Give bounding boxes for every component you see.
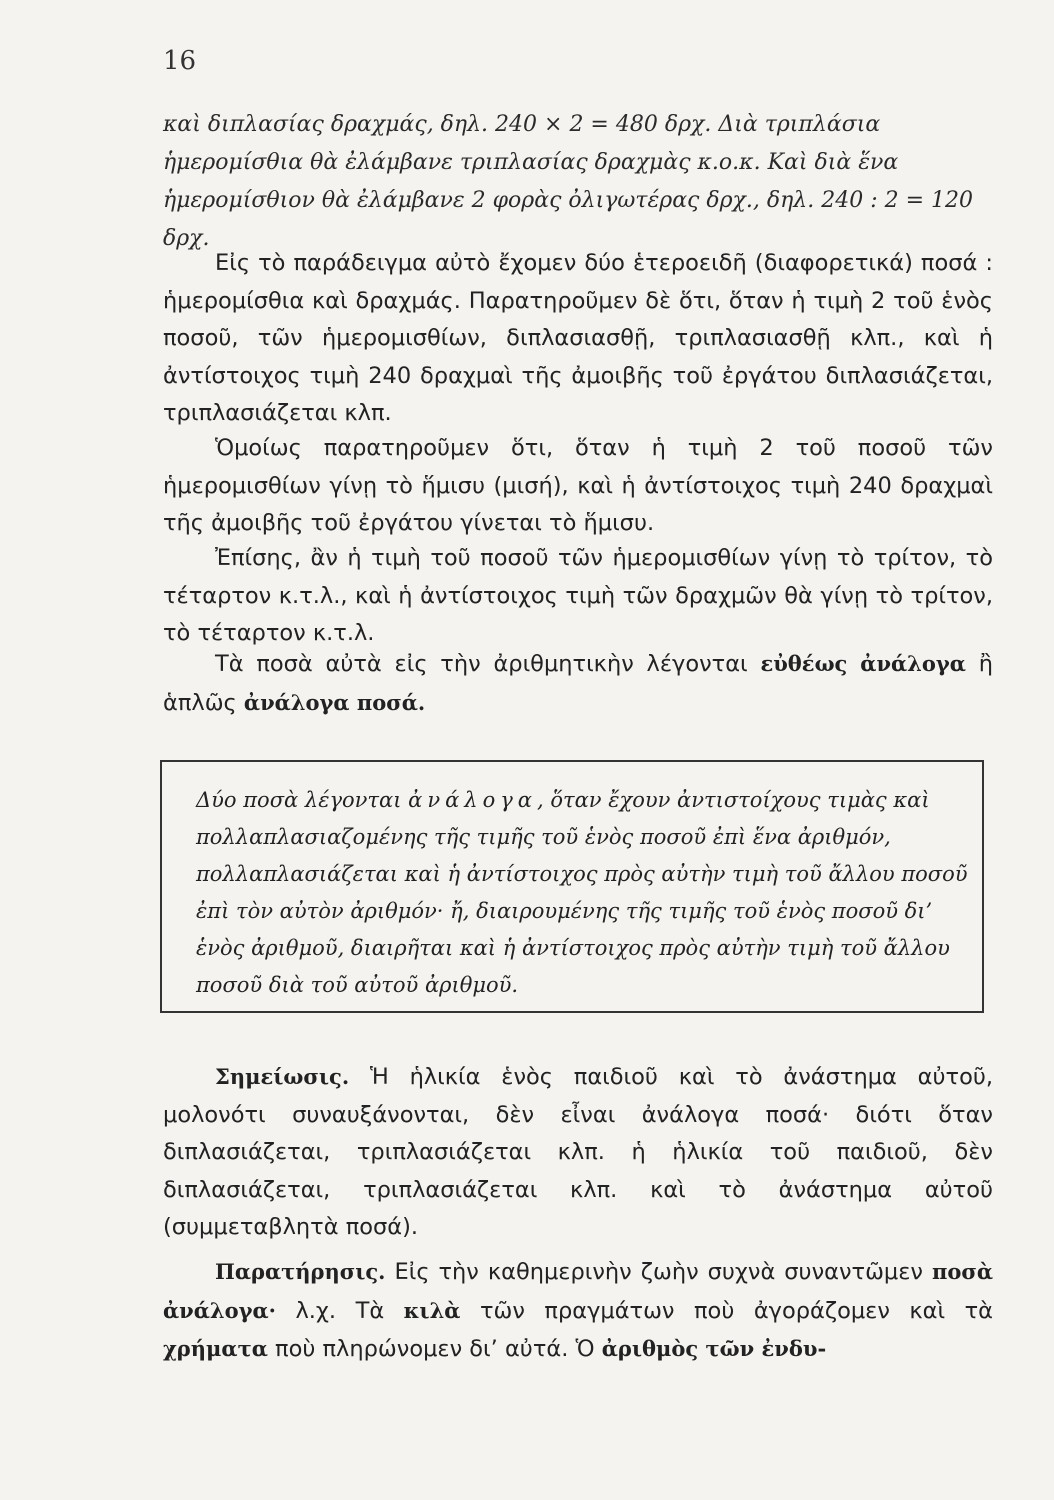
- paragraph-proportional-term: [163, 645, 993, 722]
- remark-label: Παρατήρησις.: [215, 1259, 386, 1284]
- term-proportional-quantities: ἀνάλογα ποσά.: [243, 689, 426, 715]
- remark-text-4: ποὺ πληρώνομεν δι’ αὐτά. Ὁ: [267, 1336, 602, 1363]
- remark-paragraph: [163, 1253, 993, 1369]
- remark-bold-number: ἀριθμὸς τῶν ἐνδυ-: [601, 1336, 827, 1362]
- definition-start: Δύο ποσὰ λέγονται: [196, 788, 409, 812]
- remark-bold-kilos: κιλὰ: [403, 1297, 461, 1323]
- intro-paragraph: καὶ διπλασίας δραχμάς, δηλ. 240 × 2 = 480 δρχ. Διὰ τριπλάσια ἡμερομίσθια θὰ ἐλάμβανε τριπλασίας δραχμὰς κ.ο.κ. Καὶ διὰ ἕνα ἡμερομίσθιον θὰ ἐλάμβανε 2 φορὰς ὀλιγωτέρας δρχ., δηλ. 240 : 2 = 120 δρχ.: [163, 112, 974, 251]
- remark-bold-proportional: ποσὰ ἀνάλογα·: [163, 1259, 993, 1323]
- page-number: 16: [163, 46, 197, 76]
- remark-bold-money: χρήματα: [163, 1336, 268, 1362]
- definition-spaced-word: ἀνάλογα: [408, 788, 537, 812]
- paragraph-example: Εἰς τὸ παράδειγμα αὐτὸ ἔχομεν δύο ἑτεροειδῆ (διαφορετικά) ποσά : ἡμερομίσθια καὶ δραχμάς. Παρατηροῦμεν δὲ ὅτι, ὅταν ἡ τιμὴ 2 τοῦ ἑνὸς ποσοῦ, τῶν ἡμερομισθίων, διπλασιασθῇ, τριπλασιασθῇ κλπ., καὶ ἡ ἀντίστοιχος τιμὴ 240 δραχμαὶ τῆς ἀμοιβῆς τοῦ ἐργάτου διπλασιάζεται, τριπλασιάζεται κλπ.: [163, 250, 993, 427]
- definition-box: [160, 760, 984, 1013]
- p4-middle: ἢ ἁπλῶς: [163, 651, 993, 716]
- note-text: Ἡ ἡλικία ἑνὸς παιδιοῦ καὶ τὸ ἀνάστημα αὐτοῦ, μολονότι συναυξάνονται, δὲν εἶναι ἀνάλογα ποσά· διότι ὅταν διπλασιάζεται, τριπλασιάζεται κλπ. ἡ ἡλικία τοῦ παιδιοῦ, δὲν διπλασιάζεται, τριπλασιάζεται κλπ. καὶ τὸ ἀνάστημα αὐτοῦ (συμμεταβλητὰ ποσά).: [163, 1064, 993, 1241]
- term-directly-proportional: εὐθέως ἀνάλογα: [760, 651, 966, 676]
- note-label: Σημείωσις.: [215, 1064, 350, 1089]
- note-paragraph: [163, 1058, 993, 1247]
- paragraph-half: Ὁμοίως παρατηροῦμεν ὅτι, ὅταν ἡ τιμὴ 2 τοῦ ποσοῦ τῶν ἡμερομισθίων γίνῃ τὸ ἥμισυ (μισή), καὶ ἡ ἀντίστοιχος τιμὴ 240 δραχμαὶ τῆς ἀμοιβῆς τοῦ ἐργάτου γίνεται τὸ ἥμισυ.: [163, 435, 993, 537]
- remark-text-3: τῶν πραγμάτων ποὺ ἀγοράζομεν καὶ τὰ: [460, 1297, 993, 1324]
- paragraph-third: Ἐπίσης, ἂν ἡ τιμὴ τοῦ ποσοῦ τῶν ἡμερομισθίων γίνῃ τὸ τρίτον, τὸ τέταρτον κ.τ.λ., καὶ ἡ ἀντίστοιχος τιμὴ τῶν δραχμῶν θὰ γίνῃ τὸ τρίτον, τὸ τέταρτον κ.τ.λ.: [163, 545, 993, 647]
- p4-start: Τὰ ποσὰ αὐτὰ εἰς τὴν ἀριθμητικὴν λέγονται: [215, 651, 761, 677]
- definition-rest: , ὅταν ἔχουν ἀντιστοίχους τιμὰς καὶ πολλαπλασιαζομένης τῆς τιμῆς τοῦ ἑνὸς ποσοῦ ἐπὶ ἕνα ἀριθμόν, πολλαπλασιάζεται καὶ ἡ ἀντίστοιχος πρὸς αὐτὴν τιμὴ τοῦ ἄλλου ποσοῦ ἐπὶ τὸν αὐτὸν ἀριθμόν· ἤ, διαιρουμένης τῆς τιμῆς τοῦ ἑνὸς ποσοῦ δι’ ἑνὸς ἀριθμοῦ, διαιρῆται καὶ ἡ ἀντίστοιχος πρὸς αὐτὴν τιμὴ τοῦ ἄλλου ποσοῦ διὰ τοῦ αὐτοῦ ἀριθμοῦ.: [196, 788, 968, 997]
- remark-text-2: λ.χ. Τὰ: [275, 1297, 404, 1324]
- remark-text-1: Εἰς τὴν καθημερινὴν ζωὴν συχνὰ συναντῶμεν: [385, 1259, 932, 1285]
